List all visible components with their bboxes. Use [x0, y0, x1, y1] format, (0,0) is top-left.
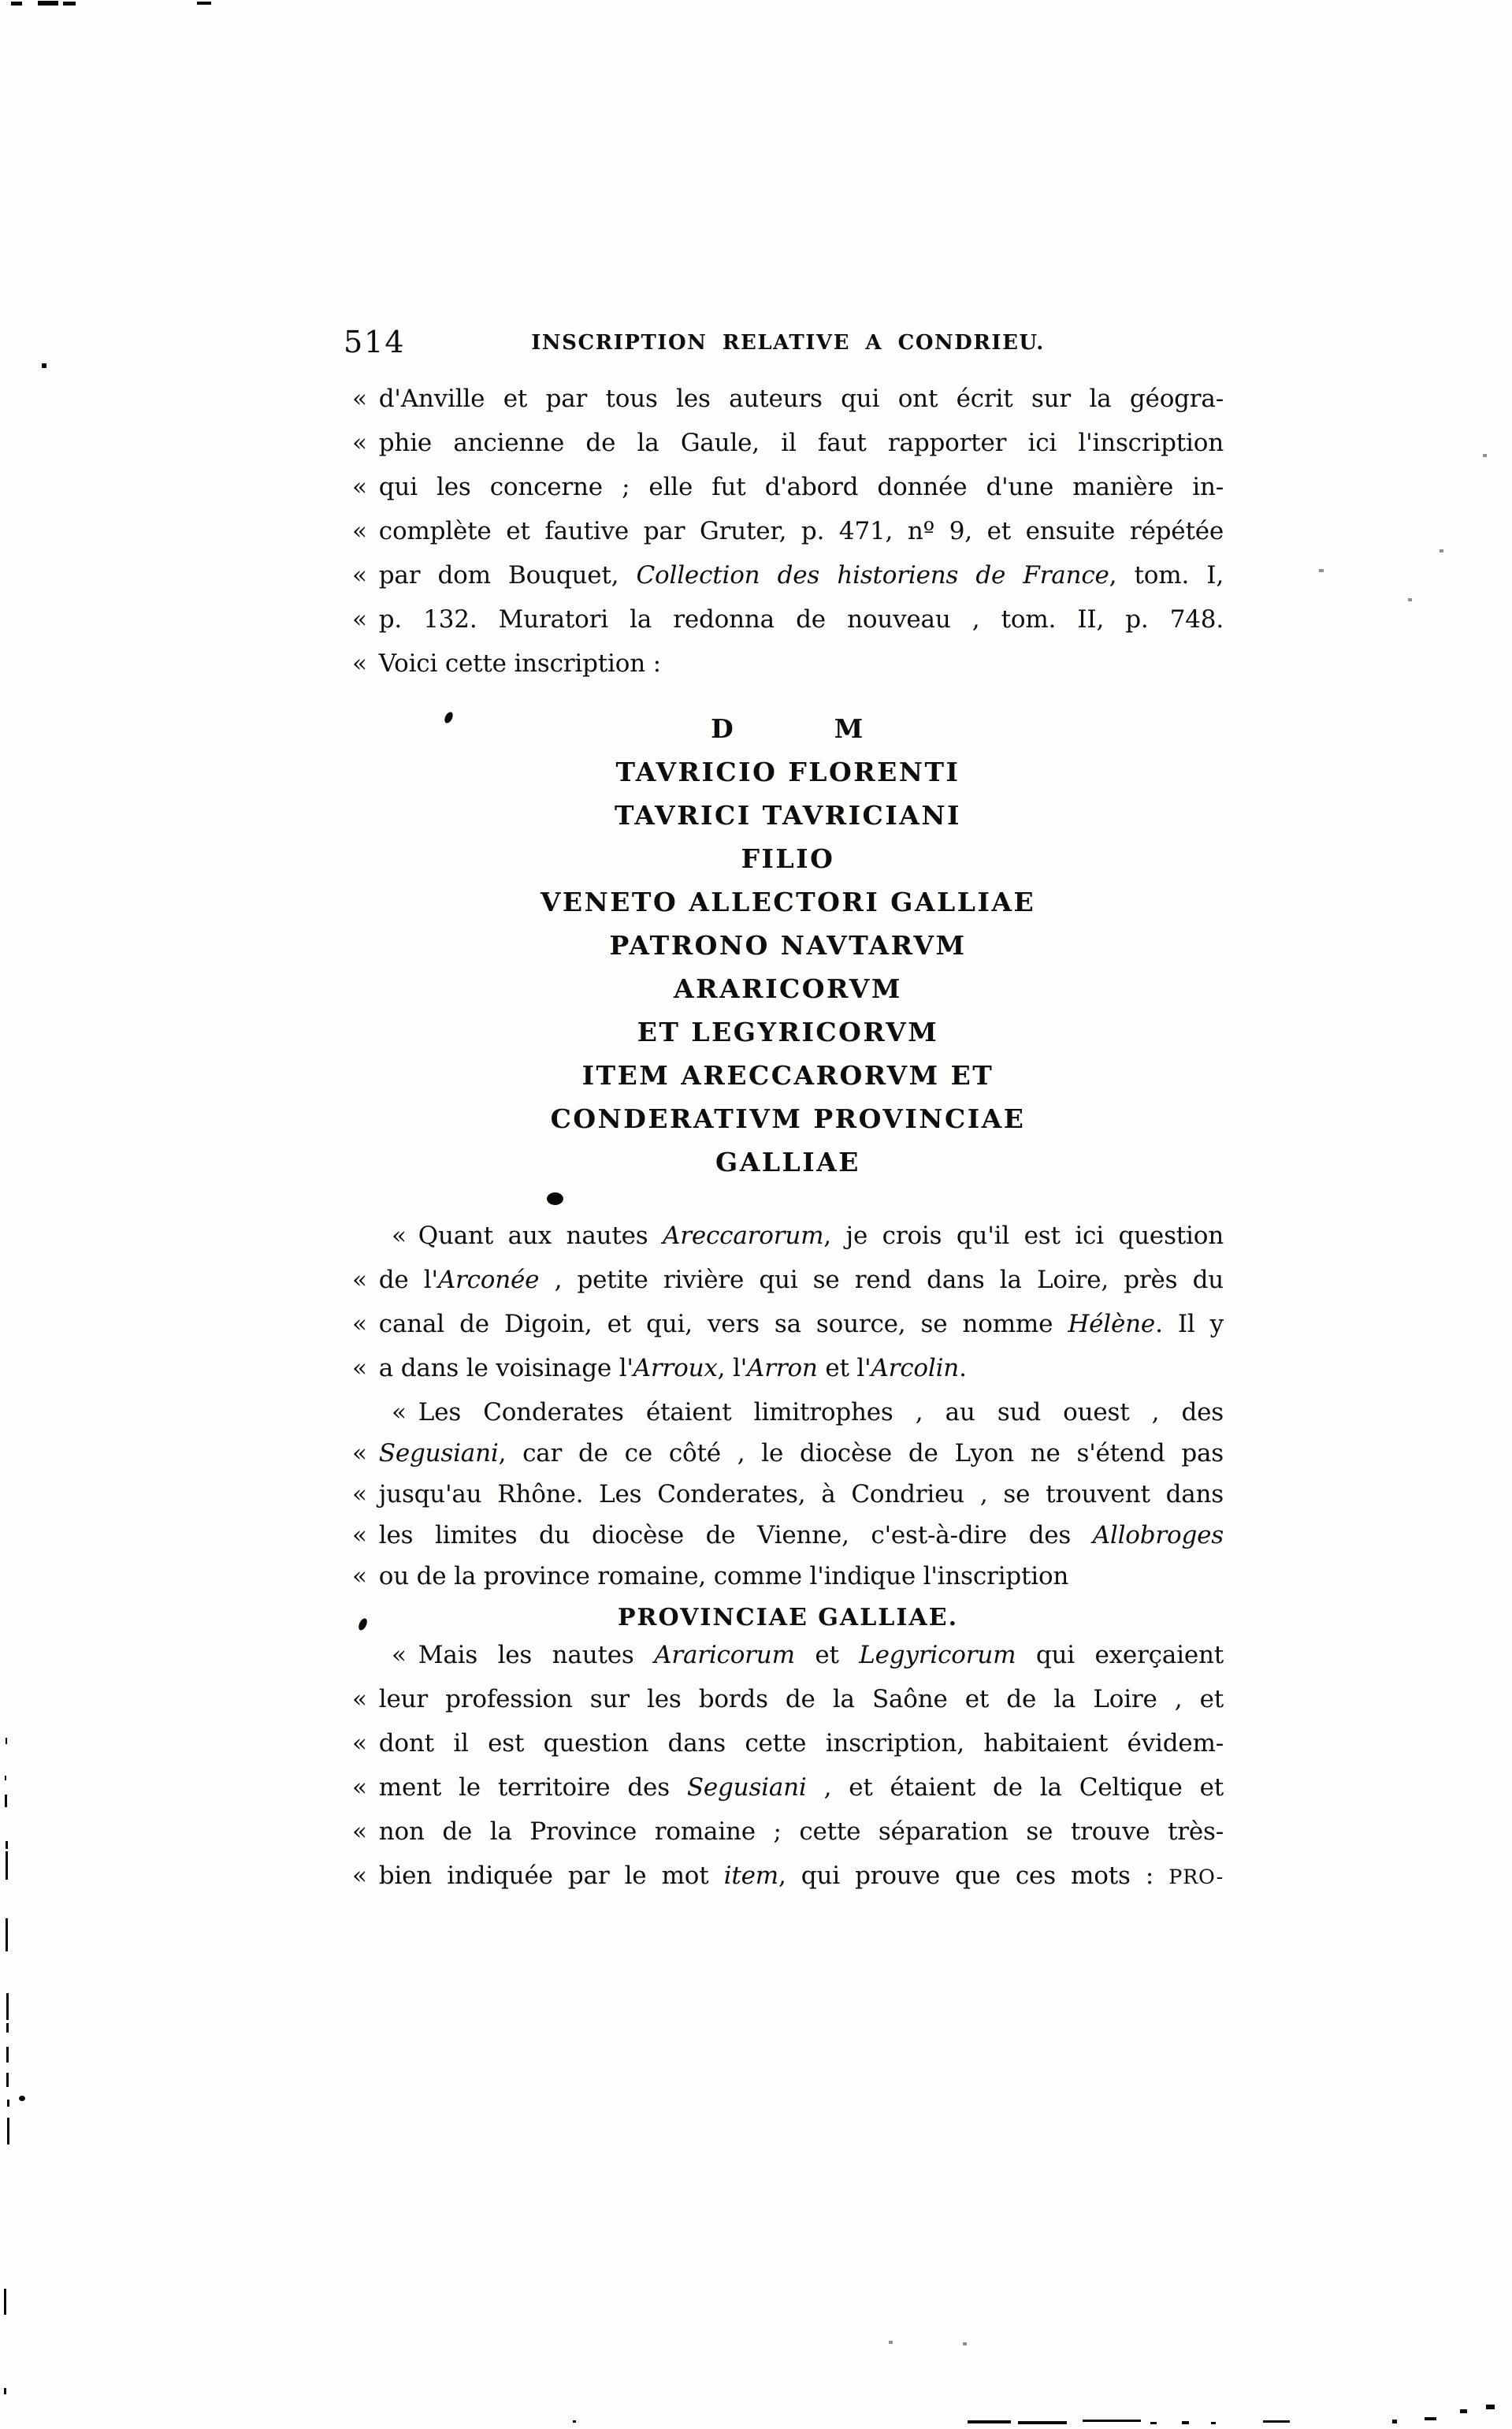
guillemet-mark: «: [352, 561, 367, 590]
ink-speck: [5, 1795, 7, 1807]
text-segment: PRO-: [1168, 1865, 1224, 1888]
text-line: [352, 1721, 1224, 1765]
text-segment: de l': [378, 1266, 438, 1294]
text-line: [352, 597, 1224, 642]
guillemet-mark: «: [352, 1817, 367, 1846]
italic-term: Arroux: [633, 1354, 718, 1382]
ink-speck: [1483, 454, 1487, 457]
text-segment: , car de ce côté , le diocèse de Lyon ne s'étend pas: [498, 1439, 1224, 1467]
inscription-line: GALLIAE: [715, 1147, 860, 1177]
ink-speck: [6, 1738, 7, 1744]
text-segment: les limites du diocèse de Vienne, c'est-à-dire des: [378, 1521, 1093, 1549]
text-line: [352, 377, 1224, 421]
guillemet-mark: «: [352, 473, 367, 501]
ink-speck: [1182, 2421, 1189, 2424]
text-segment: , petite rivière qui se rend dans la Loire, près du: [539, 1266, 1224, 1294]
guillemet-mark: «: [352, 1521, 367, 1549]
text-segment: jusqu'au Rhône. Les Conderates, à Condrieu , se trouvent dans: [378, 1480, 1224, 1508]
ink-speck: [4, 2289, 6, 2315]
text-line: [352, 1597, 1224, 1638]
ink-speck: [1150, 2422, 1157, 2424]
ink-speck: [1408, 598, 1412, 601]
text-segment: d'Anville et par tous les auteurs qui ont écrit sur la géogra-: [378, 385, 1224, 413]
text-segment: et: [794, 1641, 860, 1669]
text-segment: leur profession sur les bords de la Saône et de la Loire , et: [378, 1685, 1224, 1713]
ink-speck: [11, 2, 22, 6]
text-segment: PROVINCIAE GALLIAE.: [617, 1604, 959, 1631]
text-segment: canal de Digoin, et qui, vers sa source, se nomme: [378, 1310, 1068, 1338]
text-segment: Quant aux nautes: [418, 1222, 663, 1250]
ink-speck: [889, 2341, 893, 2344]
italic-term: Legyricorum: [859, 1641, 1016, 1669]
inscription-line: ARARICORVM: [674, 973, 902, 1004]
guillemet-mark: «: [352, 429, 367, 457]
ink-speck: [6, 2047, 9, 2063]
ink-speck: [6, 1993, 9, 2020]
text-segment: bien indiquée par le mot: [378, 1862, 724, 1890]
guillemet-mark: «: [352, 517, 367, 545]
guillemet-mark: «: [392, 1641, 407, 1669]
text-line: [352, 1810, 1224, 1854]
italic-term: Arcolin: [871, 1354, 960, 1382]
italic-term: Segusiani: [378, 1439, 499, 1467]
italic-term: Hélène: [1068, 1310, 1156, 1338]
text-segment: , tom. I,: [1109, 561, 1224, 590]
guillemet-mark: «: [352, 1266, 367, 1294]
text-line: [352, 1854, 1224, 1898]
text-line: [352, 1556, 1224, 1597]
ink-speck: [19, 2096, 25, 2101]
text-segment: qui les concerne ; elle fut d'abord donnée d'une manière in-: [378, 473, 1224, 501]
guillemet-mark: «: [352, 385, 367, 413]
ink-speck: [7, 2118, 9, 2144]
guillemet-mark: «: [352, 1862, 367, 1890]
text-segment: p. 132. Muratori la redonna de nouveau , tom. II, p. 748.: [378, 605, 1224, 634]
text-line: [352, 1258, 1224, 1302]
ink-speck: [6, 1851, 8, 1880]
inscription-line: VENETO ALLECTORI GALLIAE: [540, 887, 1036, 917]
inscription-line: ITEM ARECCARORVM ET: [581, 1060, 994, 1091]
italic-term: Araricorum: [654, 1641, 795, 1669]
ink-speck: [1425, 2417, 1436, 2420]
ink-speck: [6, 1841, 8, 1849]
inscription-line: D M: [711, 713, 865, 744]
ink-speck: [6, 2023, 9, 2033]
text-segment: ou de la province romaine, comme l'indique l'inscription: [378, 1562, 1069, 1590]
intro-quoted-paragraph: [352, 377, 1224, 686]
italic-term: item: [723, 1862, 778, 1890]
inscription-line: TAVRICI TAVRICIANI: [615, 800, 961, 831]
text-segment: phie ancienne de la Gaule, il faut rapporter ici l'inscription: [378, 429, 1224, 457]
ink-speck: [38, 1, 58, 6]
text-line: [352, 509, 1224, 553]
inscription-line: PATRONO NAVTARVM: [609, 930, 967, 961]
guillemet-mark: «: [352, 1729, 367, 1758]
italic-term: Arconée: [437, 1266, 540, 1294]
ink-speck: [1440, 549, 1443, 552]
text-segment: . Il y: [1155, 1310, 1224, 1338]
text-segment: Mais les nautes: [418, 1641, 655, 1669]
guillemet-mark: «: [352, 1354, 367, 1382]
text-line: [352, 1433, 1224, 1474]
text-line: [352, 1346, 1224, 1390]
italic-term: Arron: [747, 1354, 818, 1382]
text-segment: , je crois qu'il est ici question: [823, 1222, 1224, 1250]
guillemet-mark: «: [392, 1222, 407, 1250]
guillemet-mark: «: [352, 1480, 367, 1508]
text-line: [352, 1677, 1224, 1721]
inscription-line: CONDERATIVM PROVINCIAE: [550, 1103, 1026, 1134]
guillemet-mark: «: [352, 1310, 367, 1338]
guillemet-mark: «: [352, 1685, 367, 1713]
guillemet-mark: «: [352, 649, 367, 678]
text-line: [352, 1515, 1224, 1556]
ink-speck: [547, 1192, 563, 1205]
ink-speck: [573, 2420, 576, 2423]
text-line: [352, 642, 1224, 686]
ink-speck: [197, 2, 211, 5]
italic-term: Allobroges: [1092, 1521, 1224, 1549]
text-segment: par dom Bouquet,: [378, 561, 637, 590]
text-line: [352, 421, 1224, 465]
ink-speck: [6, 1918, 8, 1951]
guillemet-mark: «: [352, 1439, 367, 1467]
text-segment: complète et fautive par Gruter, p. 471, nº 9, et ensuite répétée: [378, 517, 1224, 545]
guillemet-mark: «: [352, 1773, 367, 1802]
page-number: 514: [344, 325, 406, 359]
ink-speck: [1018, 2421, 1067, 2424]
text-line: [352, 1302, 1224, 1346]
guillemet-mark: «: [352, 1562, 367, 1590]
ink-speck: [1263, 2420, 1290, 2423]
text-segment: , qui prouve que ces mots :: [778, 1862, 1169, 1890]
text-line: [352, 465, 1224, 509]
italic-term: Segusiani: [686, 1773, 807, 1802]
ink-speck: [5, 1776, 6, 1780]
ink-speck: [1392, 2420, 1397, 2423]
inscription-line: FILIO: [741, 843, 835, 874]
text-segment: qui exerçaient: [1016, 1641, 1224, 1669]
ink-speck: [1211, 2422, 1216, 2424]
text-segment: , et étaient de la Celtique et: [806, 1773, 1224, 1802]
guillemet-mark: «: [392, 1398, 407, 1427]
mais-les-nautes-paragraph: [352, 1633, 1224, 1898]
ink-speck: [1486, 2405, 1495, 2409]
ink-speck: [1460, 2409, 1467, 2413]
ink-speck: [1083, 2420, 1141, 2422]
ink-speck: [963, 2342, 967, 2345]
ink-speck: [1319, 569, 1324, 572]
running-title: INSCRIPTION RELATIVE A CONDRIEU.: [531, 331, 1045, 355]
text-line: [352, 1392, 1224, 1433]
latin-inscription-block: [352, 707, 1224, 1184]
conderates-paragraph: [352, 1392, 1224, 1638]
inscription-line: TAVRICIO FLORENTI: [615, 757, 960, 787]
ink-speck: [7, 2100, 9, 2107]
text-segment: dont il est question dans cette inscription, habitaient évidem-: [378, 1729, 1224, 1758]
ink-speck: [63, 2, 76, 6]
ink-speck: [6, 2073, 9, 2087]
text-line: [352, 1633, 1224, 1677]
text-segment: Les Conderates étaient limitrophes , au sud ouest , des: [418, 1398, 1224, 1427]
italic-term: Areccarorum: [663, 1222, 824, 1250]
ink-speck: [4, 2388, 6, 2394]
text-segment: Voici cette inscription :: [378, 649, 661, 678]
italic-term: Collection des historiens de France: [636, 561, 1109, 590]
ink-speck: [968, 2420, 1011, 2423]
quant-aux-nautes-paragraph: [352, 1214, 1224, 1390]
text-segment: .: [959, 1354, 967, 1382]
text-segment: non de la Province romaine ; cette séparation se trouve très-: [378, 1817, 1224, 1846]
text-line: [352, 1765, 1224, 1810]
ink-speck: [42, 363, 46, 368]
text-segment: a dans le voisinage l': [378, 1354, 633, 1382]
text-segment: ment le territoire des: [378, 1773, 687, 1802]
guillemet-mark: «: [352, 605, 367, 634]
inscription-line: ET LEGYRICORVM: [637, 1017, 939, 1047]
text-segment: , l': [717, 1354, 748, 1382]
text-line: [352, 553, 1224, 597]
text-line: [352, 1474, 1224, 1515]
text-segment: et l': [817, 1354, 871, 1382]
text-line: [352, 1214, 1224, 1258]
